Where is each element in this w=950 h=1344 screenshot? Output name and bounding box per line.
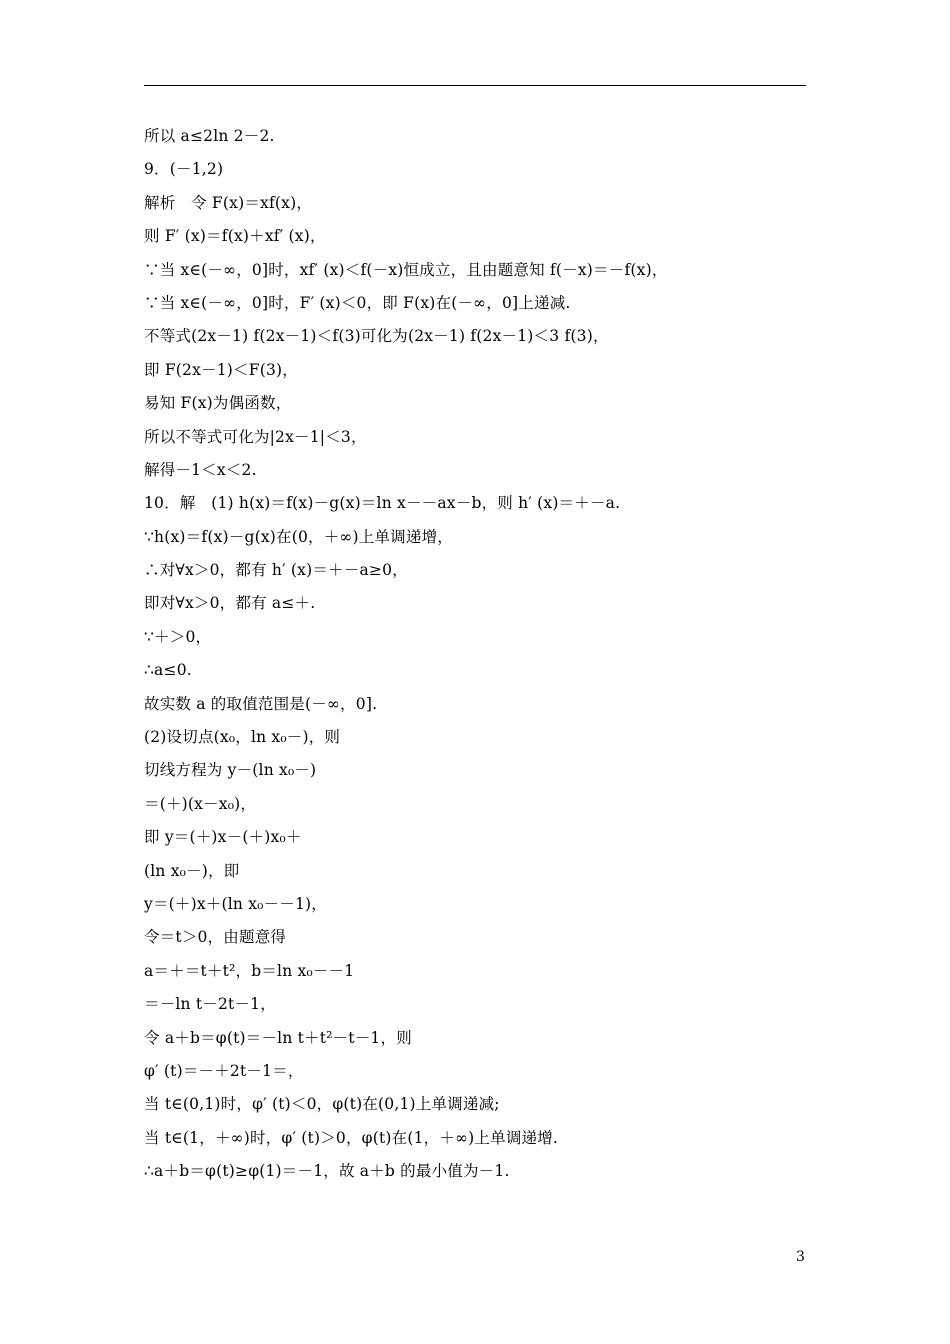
text-line: ＝－ln t－2t－1， (144, 995, 276, 1014)
text-line: 令 a＋b＝φ(t)＝－ln t＋t²－t－1，则 (144, 1028, 412, 1047)
solution-text (144, 120, 806, 1189)
text-line: (2)设切点(x₀，ln x₀－)，则 (144, 728, 341, 747)
text-line: ＝(＋)(x－x₀)， (144, 794, 257, 813)
text-line: 切线方程为 y－(ln x₀－) (144, 761, 317, 780)
text-line: ∵当 x∈(－∞，0]时，F′ (x)＜0，即 F(x)在(－∞，0]上递减. (144, 293, 571, 312)
header-rule (144, 85, 806, 86)
text-line: φ′ (t)＝－＋2t－1＝， (144, 1061, 304, 1080)
text-line: y＝(＋)x＋(ln x₀－－1)， (144, 894, 327, 913)
text-line: ∵h(x)＝f(x)－g(x)在(0，＋∞)上单调递增， (144, 527, 453, 546)
text-line: ∵＋＞0， (144, 627, 212, 646)
text-line: 当 t∈(1，＋∞)时，φ′ (t)＞0，φ(t)在(1，＋∞)上单调递增. (144, 1128, 559, 1147)
text-line: ∴对∀x＞0，都有 h′ (x)＝＋－a≥0， (144, 561, 408, 580)
text-line: ∵当 x∈(－∞，0]时，xf′ (x)＜f(－x)恒成立，且由题意知 f(－x)＝－f(x)， (144, 260, 668, 279)
text-line: 不等式(2x－1) f(2x－1)＜f(3)可化为(2x－1) f(2x－1)＜3 f(3)， (144, 327, 609, 346)
text-line: a＝＋＝t＋t²，b＝ln x₀－－1 (144, 961, 355, 980)
text-line: 解析 令 F(x)＝xf(x)， (144, 193, 313, 212)
text-line: 解得－1＜x＜2. (144, 460, 257, 479)
text-line: 故实数 a 的取值范围是(－∞，0]. (144, 694, 378, 713)
text-line: 即对∀x＞0，都有 a≤＋. (144, 594, 316, 613)
text-line: 即 F(2x－1)＜F(3)， (144, 360, 298, 379)
page-number: 3 (796, 1249, 805, 1265)
text-line: 易知 F(x)为偶函数， (144, 394, 292, 413)
text-line: 9．(－1,2) (144, 160, 224, 179)
text-line: (ln x₀－)，即 (144, 861, 240, 880)
text-line: 所以 a≤2ln 2－2. (144, 127, 275, 145)
text-line: ∴a＋b＝φ(t)≥φ(1)＝－1，故 a＋b 的最小值为－1. (144, 1162, 510, 1181)
text-line: 10．解 (1) h(x)＝f(x)－g(x)＝ln x－－ax－b，则 h′ (x)＝＋－a. (144, 494, 621, 513)
text-line: 即 y＝(＋)x－(＋)x₀＋ (144, 828, 302, 847)
text-line: 所以不等式可化为|2x－1|＜3， (144, 427, 367, 446)
text-line: 当 t∈(0,1)时，φ′ (t)＜0，φ(t)在(0,1)上单调递减; (144, 1095, 500, 1114)
text-line: ∴a≤0. (144, 661, 192, 680)
text-line: 则 F′ (x)＝f(x)＋xf′ (x)， (144, 227, 326, 246)
text-line: 令＝t＞0，由题意得 (144, 928, 287, 947)
